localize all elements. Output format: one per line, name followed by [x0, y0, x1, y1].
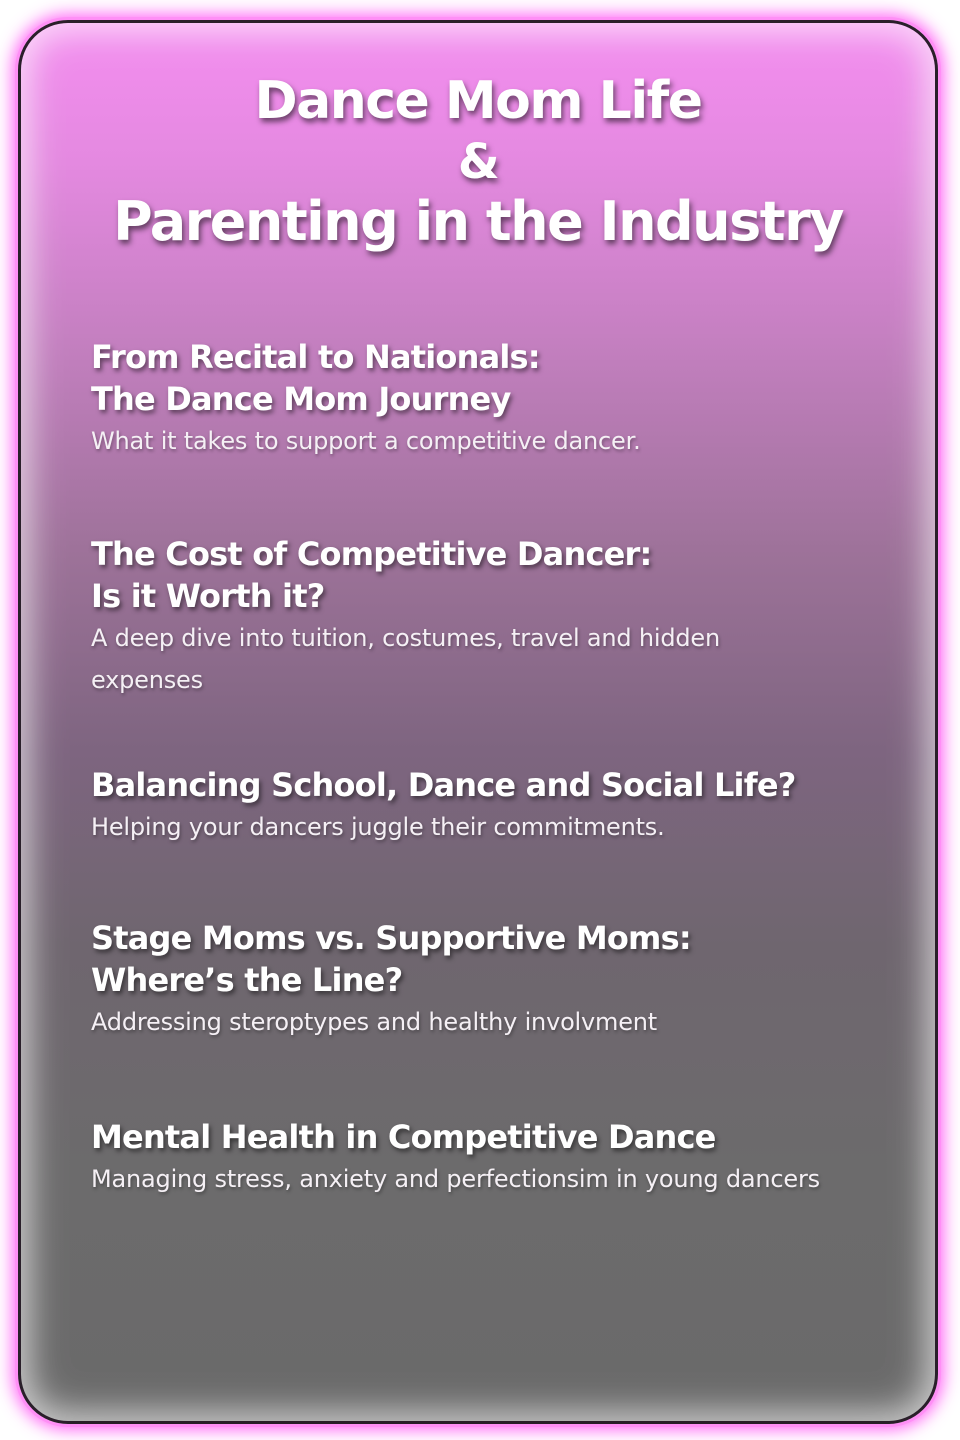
section-heading	[91, 917, 891, 1001]
section-description: A deep dive into tuition, costumes, travel and hidden expenses	[91, 624, 720, 694]
section-heading	[91, 336, 891, 420]
section-heading	[91, 764, 891, 806]
card-panel	[18, 20, 938, 1424]
title-line-1: Dance Mom Life	[254, 71, 702, 131]
section-description: Addressing steroptypes and healthy involvment	[91, 1008, 657, 1036]
heading-line: Mental Health in Competitive Dance	[91, 1118, 716, 1156]
title-line-3: Parenting in the Industry	[113, 190, 843, 253]
section-heading	[91, 533, 891, 617]
heading-line: From Recital to Nationals:	[91, 338, 540, 376]
heading-line: Balancing School, Dance and Social Life?	[91, 766, 796, 804]
heading-line: Stage Moms vs. Supportive Moms:	[91, 919, 691, 957]
heading-line: The Cost of Competitive Dancer:	[91, 535, 652, 573]
heading-line: Where’s the Line?	[91, 961, 403, 999]
section-mental-health	[91, 1116, 891, 1200]
section-cost-of-competitive-dance	[91, 533, 891, 701]
title-ampersand: &	[457, 134, 499, 190]
heading-line: The Dance Mom Journey	[91, 380, 511, 418]
heading-line: Is it Worth it?	[91, 577, 325, 615]
section-description: Helping your dancers juggle their commitments.	[91, 813, 665, 841]
section-description: Managing stress, anxiety and perfectionsim in young dancers	[91, 1165, 820, 1193]
section-heading	[91, 1116, 891, 1158]
section-description: What it takes to support a competitive dancer.	[91, 427, 641, 455]
section-balancing-life	[91, 764, 891, 848]
section-stage-vs-supportive-moms	[91, 917, 891, 1043]
section-recital-to-nationals	[91, 336, 891, 462]
